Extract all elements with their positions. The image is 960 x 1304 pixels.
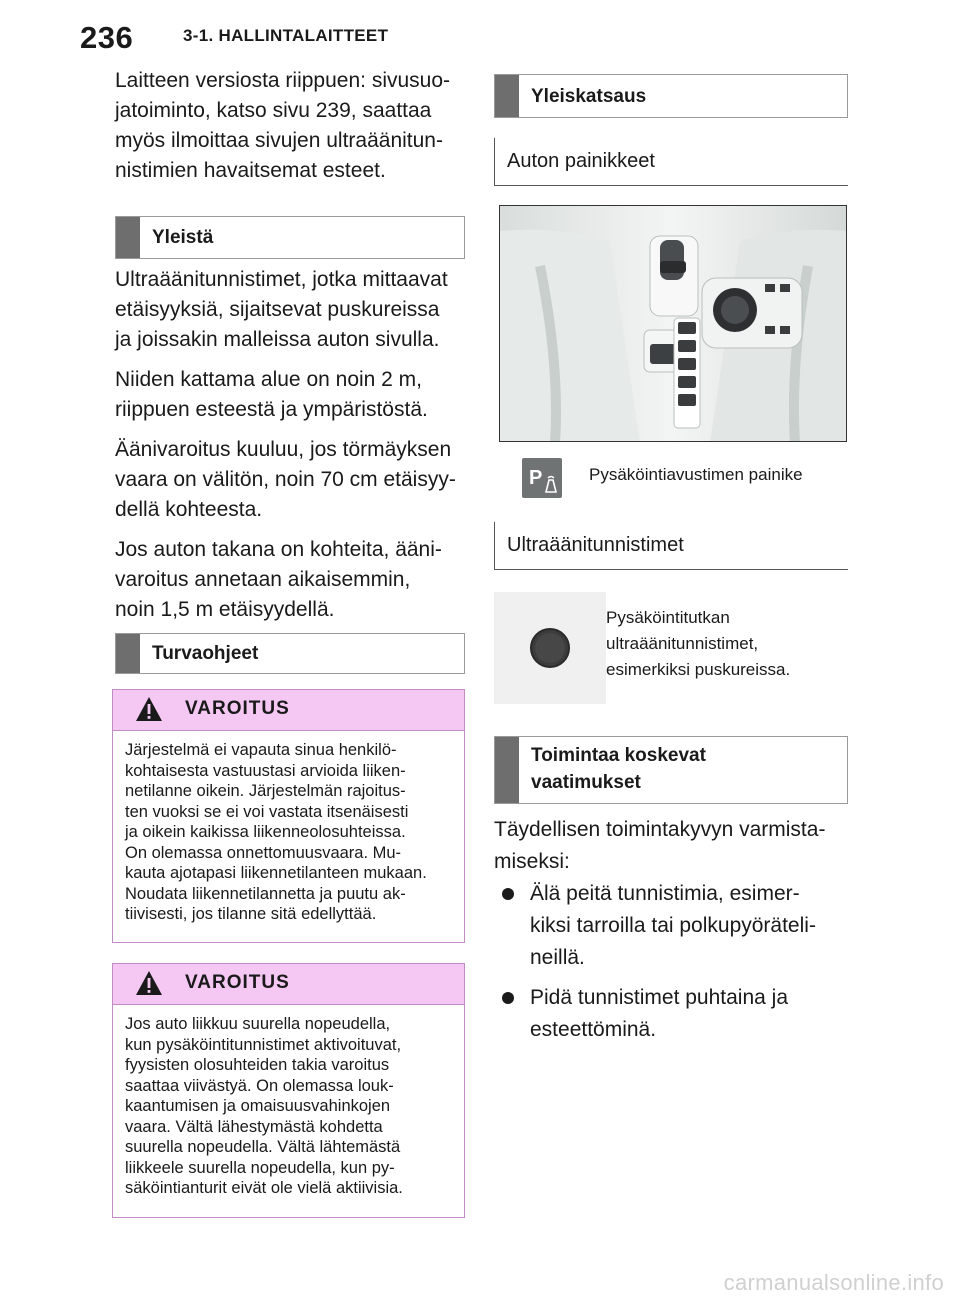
warning-line: ten vuoksi se ei voi vastata itsenäisesti [125, 802, 409, 821]
console-photo [499, 205, 847, 442]
list-item-text [530, 882, 816, 969]
button-caption: Pysäköintiavustimen painike [589, 465, 803, 484]
text-line: etäisyyksiä, sijaitsevat puskureissa [115, 298, 440, 321]
warning-header [113, 690, 464, 731]
text-line: vaara on välitön, noin 70 cm etäisyy- [115, 468, 456, 491]
general-paragraph [115, 535, 475, 625]
section-overview [494, 74, 848, 118]
intro-line: jatoiminto, katso sivu 239, saattaa [115, 99, 432, 122]
warning-line: kohtaisesta vastuustasi arvioida liiken- [125, 761, 406, 780]
text-line: Älä peitä tunnistimia, esimer- [530, 882, 800, 905]
sensor-photo [494, 592, 606, 704]
section-bar [495, 737, 519, 803]
subhead-buttons: Auton painikkeet [494, 138, 848, 186]
intro-line: nistimien havaitsemat esteet. [115, 159, 386, 182]
intro-line: Laitteen versiosta riippuen: sivusuo- [115, 69, 451, 92]
warning-text [113, 1005, 464, 1209]
warning-triangle-icon [135, 696, 163, 722]
center-console-image [500, 206, 847, 442]
warning-line: suurella nopeudella. Vältä lähtemästä [125, 1138, 401, 1156]
text-line: riippuen esteestä ja ympäristöstä. [115, 398, 428, 421]
warning-line: ja oikein kaikissa liikenneolosuhteissa. [125, 823, 406, 841]
text-line: esteettöminä. [530, 1018, 657, 1041]
text-line: noin 1,5 m etäisyydellä. [115, 598, 335, 621]
warning-line: Noudata liikennetilannetta ja puutu ak- [125, 884, 406, 903]
sensor-icon [494, 592, 606, 704]
chapter-title: 3-1. HALLINTALAITTEET [183, 26, 389, 45]
warning-label: VAROITUS [185, 698, 290, 719]
section-bar [116, 634, 140, 673]
bullet-icon [502, 888, 514, 900]
text-line: ja joissakin malleissa auton sivulla. [115, 328, 440, 351]
warning-line: kauta ajotapasi liikennetilanteen mukaan. [125, 864, 427, 882]
page-number: 236 [80, 20, 134, 55]
text-line: dellä kohteesta. [115, 498, 263, 521]
warning-label: VAROITUS [185, 972, 290, 993]
list-item-text [530, 986, 788, 1041]
subhead-sensors: Ultraäänitunnistimet [494, 522, 848, 570]
section-general [115, 216, 465, 259]
warning-line: kun pysäköintitunnistimet aktivoituvat, [125, 1035, 402, 1054]
text-line: miseksi: [494, 850, 570, 873]
text-line: Täydellisen toimintakyvyn varmista- [494, 818, 826, 841]
watermark: carmanualsonline.info [723, 1270, 944, 1295]
warning-line: kaantumisen ja omaisuusvahinkojen [125, 1097, 391, 1115]
general-text [115, 265, 475, 635]
parking-assist-glyph [522, 458, 562, 498]
general-paragraph [115, 365, 475, 425]
warning-line: tiivisesti, jos tilanne sitä edellyttää. [125, 905, 377, 923]
bullet-icon [502, 992, 514, 1004]
intro-line: myös ilmoittaa sivujen ultraäänitun- [115, 129, 443, 152]
general-paragraph [115, 435, 475, 525]
warning-line: liikkeele suurella nopeudella, kun py- [125, 1158, 395, 1177]
warning-triangle-icon [135, 970, 163, 996]
text-line: Niiden kattama alue on noin 2 m, [115, 368, 423, 391]
warning-text [113, 731, 464, 935]
sensor-caption [606, 605, 790, 683]
section-title: Yleiskatsaus [531, 86, 647, 107]
warning-line: netilanne oikein. Järjestelmän rajoitus- [125, 782, 406, 800]
warning-line: fyysisten olosuhteiden takia varoitus [125, 1056, 390, 1074]
list-item [494, 878, 854, 974]
general-paragraph [115, 265, 475, 355]
intro-paragraph [115, 66, 475, 196]
section-title: Yleistä [152, 227, 214, 248]
caption-line: ultraäänitunnistimet, [606, 634, 759, 653]
requirements-list [494, 878, 854, 1054]
section-title [519, 737, 718, 803]
requirements-intro [494, 814, 854, 878]
warning-line: On olemassa onnettomuusvaara. Mu- [125, 843, 402, 862]
intro-text [115, 66, 475, 186]
text-line: Pidä tunnistimet puhtaina ja [530, 986, 788, 1009]
title-line: Toimintaa koskevat [531, 745, 706, 766]
section-safety [115, 633, 465, 674]
section-title: Turvaohjeet [152, 643, 259, 664]
text-line: Äänivaroitus kuuluu, jos törmäyksen [115, 438, 452, 461]
section-bar [495, 75, 519, 117]
section-requirements [494, 736, 848, 804]
parking-assist-icon [522, 458, 562, 498]
list-item [494, 982, 854, 1046]
warning-header [113, 964, 464, 1005]
text-line: Ultraäänitunnistimet, jotka mittaavat [115, 268, 448, 291]
section-bar [116, 217, 140, 258]
text-line: varoitus annetaan aikaisemmin, [115, 568, 411, 591]
warning-box-2 [112, 963, 465, 1218]
caption-line: esimerkiksi puskureissa. [606, 660, 791, 679]
warning-line: vaara. Vältä lähestymästä kohdetta [125, 1117, 383, 1136]
svg-text:P: P [529, 467, 543, 489]
title-line: vaatimukset [531, 772, 641, 793]
warning-line: saattaa viivästyä. On olemassa louk- [125, 1076, 394, 1095]
text-line: Jos auton takana on kohteita, ääni- [115, 538, 442, 561]
text-line: kiksi tarroilla tai polkupyöräteli- [530, 914, 816, 937]
caption-line: Pysäköintitutkan [606, 608, 730, 627]
warning-line: Jos auto liikkuu suurella nopeudella, [125, 1015, 391, 1033]
warning-line: säköintianturit eivät ole vielä aktiivisia. [125, 1179, 403, 1197]
warning-box-1 [112, 689, 465, 943]
warning-line: Järjestelmä ei vapauta sinua henkilö- [125, 741, 397, 759]
text-line: neillä. [530, 946, 585, 969]
